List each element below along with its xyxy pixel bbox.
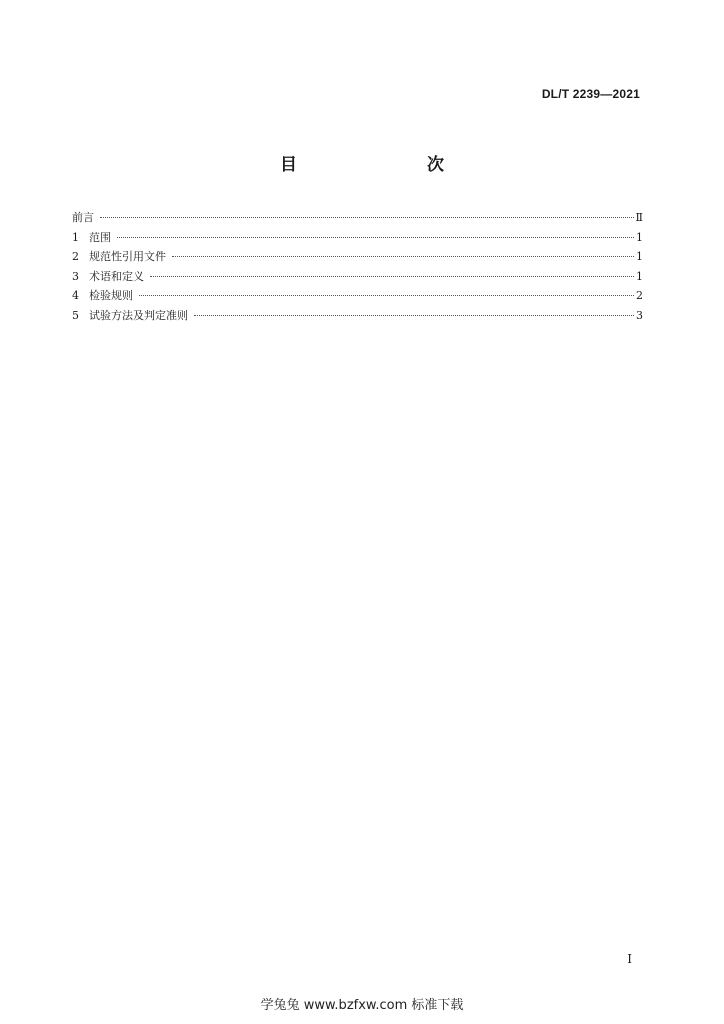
toc-entry-number: 2 (72, 250, 79, 263)
toc-entry-page: 1 (636, 269, 643, 283)
toc-entry-page: 2 (636, 289, 643, 302)
footer-watermark: 学兔兔 www.bzfxw.com 标准下载 (260, 998, 464, 1013)
toc-entry-number: 5 (72, 308, 79, 322)
toc-entry-number: 4 (72, 289, 79, 302)
toc-leader-dots (172, 256, 634, 257)
toc-entry-inspection-rules[interactable] (72, 286, 643, 306)
toc-leader-dots (150, 276, 634, 277)
toc-entry-number: 1 (72, 230, 79, 244)
toc-entry-number: 3 (72, 269, 79, 283)
toc-entry-test-methods[interactable] (72, 306, 643, 326)
toc-entry-label: 术语和定义 (89, 269, 144, 283)
toc-entry-page: Ⅱ (635, 211, 643, 224)
toc-entry-terms-definitions[interactable] (72, 267, 643, 287)
toc-entry-page: 3 (636, 308, 643, 322)
toc-list (72, 208, 643, 325)
toc-leader-dots (117, 237, 634, 238)
toc-entry-label: 规范性引用文件 (89, 250, 166, 263)
toc-entry-label: 前言 (72, 211, 94, 224)
page-number: I (627, 952, 632, 966)
toc-leader-dots (100, 217, 634, 218)
toc-title: 目 次 (280, 155, 476, 175)
toc-entry-normative-references[interactable] (72, 247, 643, 267)
toc-entry-label: 范围 (89, 230, 111, 244)
toc-entry-page: 1 (636, 230, 643, 244)
toc-entry-label: 试验方法及判定准则 (89, 308, 188, 322)
standard-number: DL/T 2239—2021 (541, 87, 640, 101)
toc-leader-dots (194, 315, 634, 316)
toc-entry-scope[interactable] (72, 228, 643, 248)
toc-entry-foreword[interactable] (72, 208, 643, 228)
toc-leader-dots (139, 295, 634, 296)
toc-entry-page: 1 (636, 250, 643, 263)
toc-entry-label: 检验规则 (89, 289, 133, 302)
